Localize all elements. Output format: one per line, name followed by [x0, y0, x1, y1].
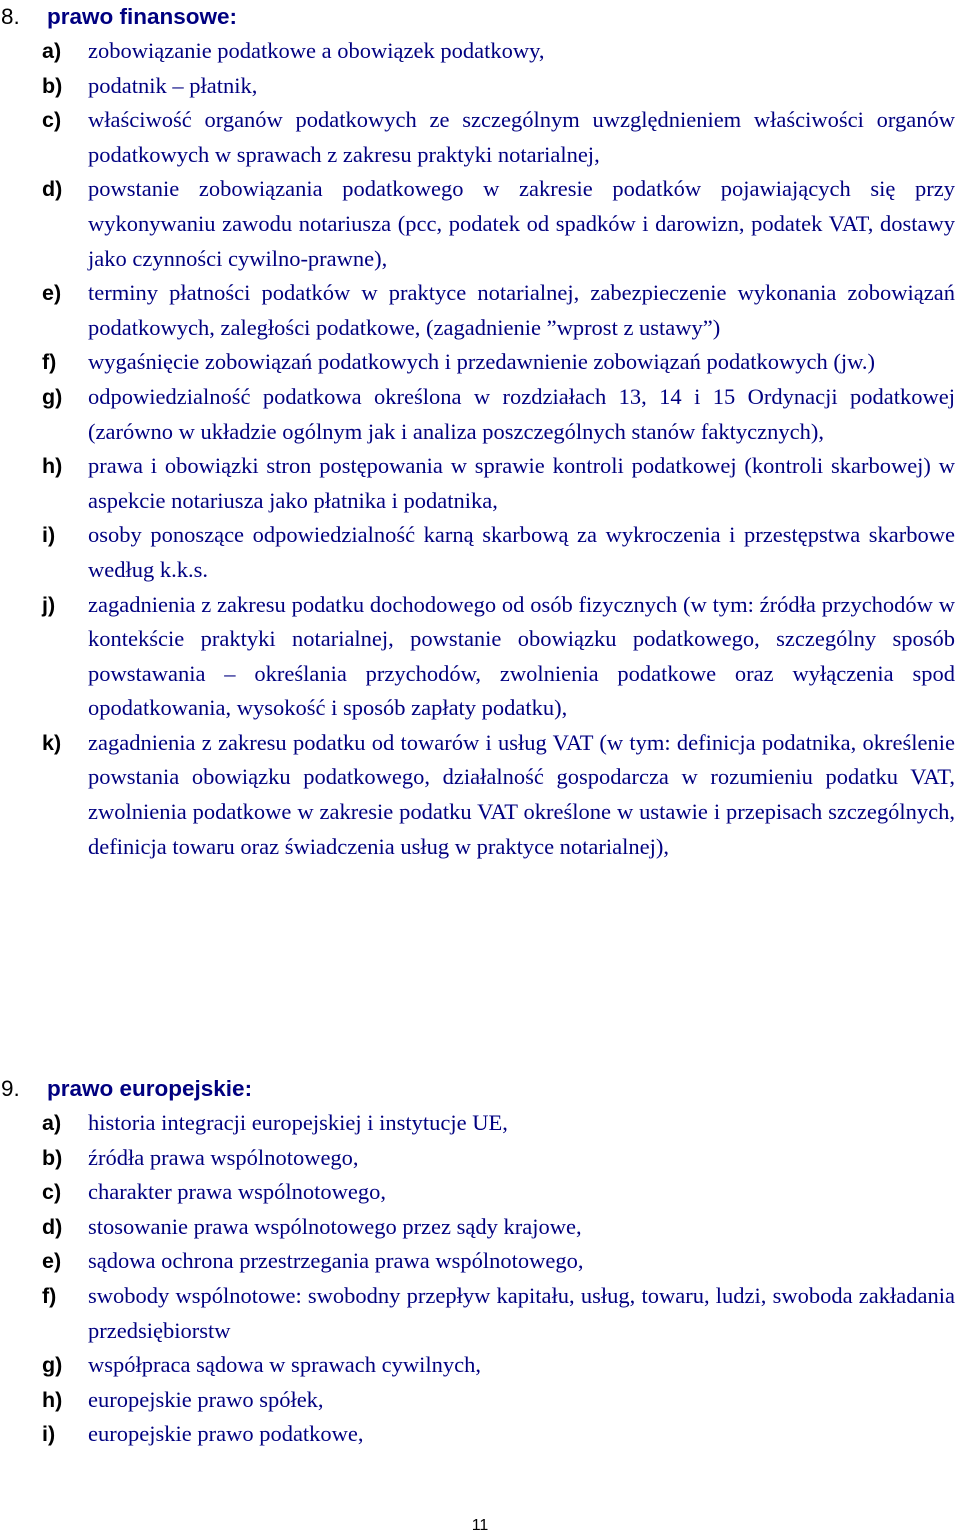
item-text: historia integracji europejskiej i instytucje UE, [88, 1110, 508, 1135]
item-text: europejskie prawo podatkowe, [88, 1421, 364, 1447]
list-item [0, 1141, 955, 1176]
list-item [0, 1106, 955, 1141]
item-text: podatnik – płatnik, [88, 72, 258, 98]
item-text: współpraca sądowa w sprawach cywilnych, [88, 1352, 481, 1378]
list-item [0, 1244, 955, 1279]
section-title: prawo europejskie: [47, 1076, 253, 1101]
item-text: sądowa ochrona przestrzegania prawa wspólnotowego, [88, 1248, 584, 1274]
list-item [0, 1417, 955, 1452]
list-item [0, 34, 955, 69]
section-number: 8. [1, 4, 20, 29]
item-letter: b) [42, 73, 63, 98]
section-number: 9. [1, 1076, 20, 1101]
list-item [0, 1383, 955, 1418]
item-letter: h) [42, 454, 63, 479]
item-text: źródła prawa wspólnotowego, [88, 1144, 359, 1170]
item-letter: f) [42, 1283, 57, 1308]
item-letter: g) [42, 384, 63, 409]
section-title: prawo finansowe: [47, 4, 238, 29]
list-item [0, 276, 955, 345]
item-letter: b) [42, 1145, 63, 1170]
item-letter: g) [42, 1353, 63, 1378]
item-letter: k) [42, 730, 62, 755]
item-text: wygaśnięcie zobowiązań podatkowych i przedawnienie zobowiązań podatkowych (jw.) [88, 349, 875, 375]
item-text: europejskie prawo spółek, [88, 1386, 324, 1412]
item-letter: d) [42, 1214, 63, 1239]
list-item [0, 1279, 955, 1348]
item-letter: a) [42, 1111, 62, 1135]
item-text: odpowiedzialność podatkowa określona w rozdziałach 13, 14 i 15 Ordynacji podatkowej (zarówno w układzie ogólnym jak i analiza poszczególnych stanów faktycznych), [88, 383, 955, 444]
item-text: osoby ponoszące odpowiedzialność karną skarbową za wykroczenia i przestępstwa skarbowe według k.k.s. [88, 522, 955, 582]
item-text: właściwość organów podatkowych ze szczególnym uwzględnieniem właściwości organów podatkowych w sprawach z zakresu praktyki notarialnej, [88, 107, 955, 167]
list-item [0, 1175, 955, 1210]
list-item [0, 380, 955, 449]
section-prawo-europejskie [0, 1072, 960, 1452]
list-item [0, 449, 955, 518]
item-letter: d) [42, 177, 63, 202]
section-heading [0, 0, 960, 34]
section-heading [0, 1072, 960, 1106]
item-text: prawa i obowiązki stron postępowania w sprawie kontroli podatkowej (kontroli skarbowej) w aspekcie notariusza jako płatnika i podatnika, [88, 453, 955, 513]
list-item [0, 726, 955, 864]
item-text: zobowiązanie podatkowe a obowiązek podatkowy, [88, 38, 545, 63]
item-text: zagadnienia z zakresu podatku dochodowego od osób fizycznych (w tym: źródła przychodów w kontekście praktyki notarialnej, powstanie obowiązku podatkowego, szczególny sposób powstawania – określania przychodów, zwolnienia podatkowe oraz wyłączenia spod opodatkowania, wysokość i sposób zapłaty podatku), [88, 591, 955, 721]
list-item [0, 345, 955, 380]
list-item [0, 518, 955, 587]
item-text: terminy płatności podatków w praktyce notarialnej, zabezpieczenie wykonania zobowiązań podatkowych, zaległości podatkowe, (zagadnienie ”wprost z ustawy”) [88, 280, 955, 340]
item-letter: j) [42, 592, 56, 617]
item-text: zagadnienia z zakresu podatku od towarów i usług VAT (w tym: definicja podatnika, określenie powstania obowiązku podatkowego, działalność gospodarcza w rozumieniu podatku VAT, zwolnienia podatkowe w zakresie podatku VAT określone w ustawie i przepisach szczególnych, definicja towaru oraz świadczenia usług w praktyce notarialnej), [88, 729, 955, 859]
list-item [0, 69, 955, 104]
item-text: charakter prawa wspólnotowego, [88, 1179, 387, 1205]
list-item [0, 1348, 955, 1383]
item-letter: c) [42, 1180, 62, 1205]
item-text: stosowanie prawa wspólnotowego przez sądy krajowe, [88, 1213, 582, 1239]
item-text: swobody wspólnotowe: swobodny przepływ kapitału, usług, towaru, ludzi, swoboda zakładania przedsiębiorstw [88, 1282, 955, 1343]
item-letter: i) [42, 523, 56, 548]
list-item [0, 103, 955, 172]
item-letter: i) [42, 1422, 56, 1447]
page-number: 11 [471, 1517, 489, 1534]
item-letter: e) [42, 281, 62, 306]
item-letter: a) [42, 39, 62, 63]
list-item [0, 172, 955, 276]
item-letter: e) [42, 1249, 62, 1274]
list-item [0, 588, 955, 726]
item-letter: f) [42, 350, 57, 375]
item-letter: c) [42, 108, 62, 133]
item-text: powstanie zobowiązania podatkowego w zakresie podatków pojawiających się przy wykonywaniu zawodu notariusza (pcc, podatek od spadków i darowizn, podatek VAT, dostawy jako czynności cywilno-prawne), [88, 176, 955, 271]
item-letter: h) [42, 1387, 63, 1412]
list-item [0, 1210, 955, 1245]
